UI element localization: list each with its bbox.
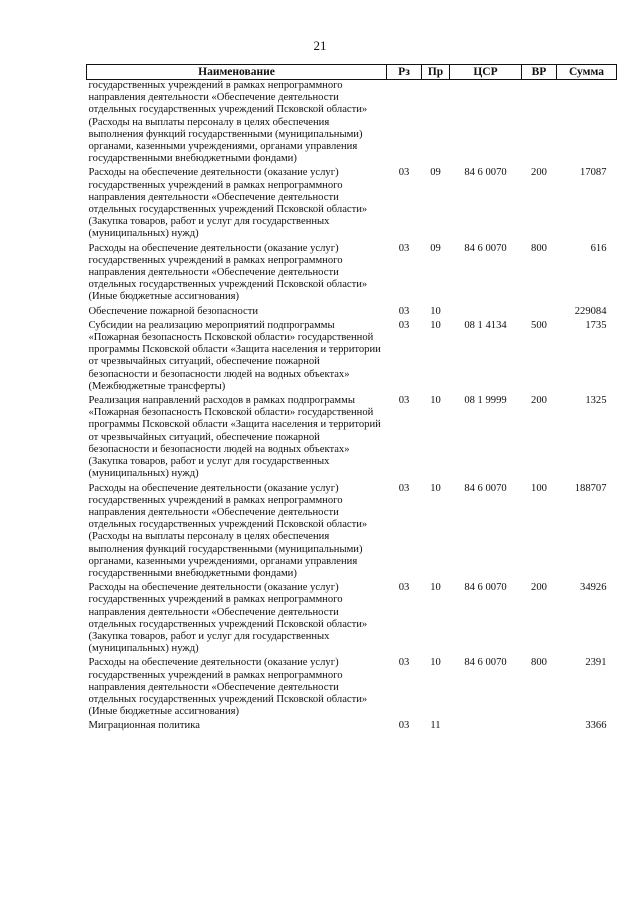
row-csr-cell: 84 6 0070 bbox=[464, 582, 507, 594]
row-name-cell: Обеспечение пожарной безопасности bbox=[88, 305, 259, 317]
row-name-cell: Субсидии на реализацию мероприятий подпрограммы «Пожарная безопасность Псковской области» государственной программы Псковской области «Защита населения и территории от чрезвычайных ситуаций, обеспечение пожарной безопасности и безопасности людей на водных объектах» (Межбюджетные трансферты) bbox=[88, 319, 381, 392]
row-vr-cell: 500 bbox=[531, 319, 547, 331]
row-vr-cell: 200 bbox=[531, 582, 547, 594]
row-name-cell: Расходы на обеспечение деятельности (оказание услуг) государственных учреждений в рамках непрограммного направления деятельности «Обеспечение деятельности отдельных государственных учреждений Псковской области» (Закупка товаров, работ и услуг для государственных (муниципальных) нужд) bbox=[88, 167, 368, 240]
row-name-cell: Расходы на обеспечение деятельности (оказание услуг) государственных учреждений в рамках непрограммного направления деятельности «Обеспечение деятельности отдельных государственных учреждений Псковской области» (Расходы на выплаты персоналу в целях обеспечения выполнения функций государственными (муниципальными) органами, казенными учреждениями, органами управления государственными внебюджетными фондами) bbox=[88, 482, 368, 579]
row-csr-cell: 84 6 0070 bbox=[464, 482, 507, 494]
row-rz-cell: 03 bbox=[398, 319, 410, 331]
row-vr-cell: 800 bbox=[531, 657, 547, 669]
table-row bbox=[87, 320, 617, 395]
page-number: 21 bbox=[313, 38, 327, 53]
row-pr-cell: 09 bbox=[430, 167, 441, 179]
row-rz-cell: 03 bbox=[398, 657, 410, 669]
table-row bbox=[87, 80, 617, 168]
row-pr-cell: 10 bbox=[430, 305, 441, 317]
budget-table-wrapper bbox=[86, 64, 616, 735]
table-row bbox=[87, 306, 617, 320]
header-csr: ЦСР bbox=[450, 65, 522, 80]
header-rz: Рз bbox=[387, 65, 422, 80]
row-vr-cell: 200 bbox=[531, 395, 547, 407]
row-name-cell: Реализация направлений расходов в рамках подпрограммы «Пожарная безопасность Псковской области» государственной программы Псковской области «Защита населения и территорий от чрезвычайных ситуаций, обеспечение пожарной безопасности и безопасности людей на водных объектах» (Закупка товаров, работ и услуг для государственных (муниципальных) нужд) bbox=[88, 395, 381, 480]
table-row bbox=[87, 167, 617, 242]
row-sum-cell: 1325 bbox=[585, 395, 607, 407]
row-csr-cell bbox=[450, 720, 522, 734]
row-pr-cell: 11 bbox=[430, 720, 441, 732]
row-pr-cell bbox=[422, 80, 450, 168]
row-csr-cell: 08 1 9999 bbox=[464, 395, 507, 407]
row-name-cell: Расходы на обеспечение деятельности (оказание услуг) государственных учреждений в рамках непрограммного направления деятельности «Обеспечение деятельности отдельных государственных учреждений Псковской области» (Иные бюджетные ассигнования) bbox=[88, 657, 368, 718]
table-row bbox=[87, 582, 617, 657]
row-vr-cell: 800 bbox=[531, 242, 547, 254]
row-sum-cell: 188707 bbox=[574, 482, 607, 494]
row-pr-cell: 10 bbox=[430, 482, 441, 494]
table-row bbox=[87, 395, 617, 482]
row-rz-cell: 03 bbox=[398, 242, 410, 254]
row-rz-cell: 03 bbox=[398, 167, 410, 179]
row-rz-cell: 03 bbox=[398, 305, 410, 317]
header-name: Наименование bbox=[87, 65, 387, 80]
row-sum-cell bbox=[557, 80, 617, 168]
row-sum-cell: 1735 bbox=[585, 319, 607, 331]
row-pr-cell: 09 bbox=[430, 242, 441, 254]
row-sum-cell: 17087 bbox=[580, 167, 607, 179]
table-header-row bbox=[87, 65, 617, 80]
row-sum-cell: 3366 bbox=[585, 720, 607, 732]
row-csr-cell: 84 6 0070 bbox=[464, 657, 507, 669]
row-csr-cell: 08 1 4134 bbox=[464, 319, 507, 331]
row-rz-cell bbox=[387, 80, 422, 168]
table-row bbox=[87, 243, 617, 306]
header-sum: Сумма bbox=[557, 65, 617, 80]
row-sum-cell: 34926 bbox=[580, 582, 607, 594]
row-pr-cell: 10 bbox=[430, 319, 441, 331]
table-row bbox=[87, 657, 617, 720]
row-name-cell: Расходы на обеспечение деятельности (оказание услуг) государственных учреждений в рамках непрограммного направления деятельности «Обеспечение деятельности отдельных государственных учреждений Псковской области» (Иные бюджетные ассигнования) bbox=[88, 242, 368, 303]
row-vr-cell bbox=[522, 80, 557, 168]
row-sum-cell: 229084 bbox=[574, 305, 607, 317]
row-rz-cell: 03 bbox=[398, 720, 410, 732]
row-rz-cell: 03 bbox=[398, 395, 410, 407]
row-vr-cell bbox=[522, 306, 557, 320]
row-name-cell: государственных учреждений в рамках непрограммного направления деятельности «Обеспечение деятельности отдельных государственных учреждений Псковской области» (Расходы на выплаты персоналу в целях обеспечения выполнения функций государственными (муниципальными) органами, казенными учреждениями, органами управления государственными внебюджетными фондами) bbox=[88, 80, 368, 165]
row-name-cell: Миграционная политика bbox=[88, 720, 200, 732]
row-rz-cell: 03 bbox=[398, 482, 410, 494]
row-sum-cell: 616 bbox=[590, 242, 607, 254]
row-vr-cell bbox=[522, 720, 557, 734]
table-row bbox=[87, 483, 617, 583]
row-csr-cell: 84 6 0070 bbox=[464, 242, 507, 254]
row-pr-cell: 10 bbox=[430, 395, 441, 407]
header-vr: ВР bbox=[522, 65, 557, 80]
row-pr-cell: 10 bbox=[430, 657, 441, 669]
row-pr-cell: 10 bbox=[430, 582, 441, 594]
row-sum-cell: 2391 bbox=[585, 657, 607, 669]
table-row bbox=[87, 720, 617, 734]
row-csr-cell bbox=[450, 80, 522, 168]
row-csr-cell: 84 6 0070 bbox=[464, 167, 507, 179]
header-pr: Пр bbox=[422, 65, 450, 80]
row-vr-cell: 100 bbox=[531, 482, 547, 494]
budget-table bbox=[86, 64, 617, 735]
row-vr-cell: 200 bbox=[531, 167, 547, 179]
table-body bbox=[87, 80, 617, 735]
row-name-cell: Расходы на обеспечение деятельности (оказание услуг) государственных учреждений в рамках непрограммного направления деятельности «Обеспечение деятельности отдельных государственных учреждений Псковской области» (Закупка товаров, работ и услуг для государственных (муниципальных) нужд) bbox=[88, 582, 368, 655]
row-csr-cell bbox=[450, 306, 522, 320]
row-rz-cell: 03 bbox=[398, 582, 410, 594]
